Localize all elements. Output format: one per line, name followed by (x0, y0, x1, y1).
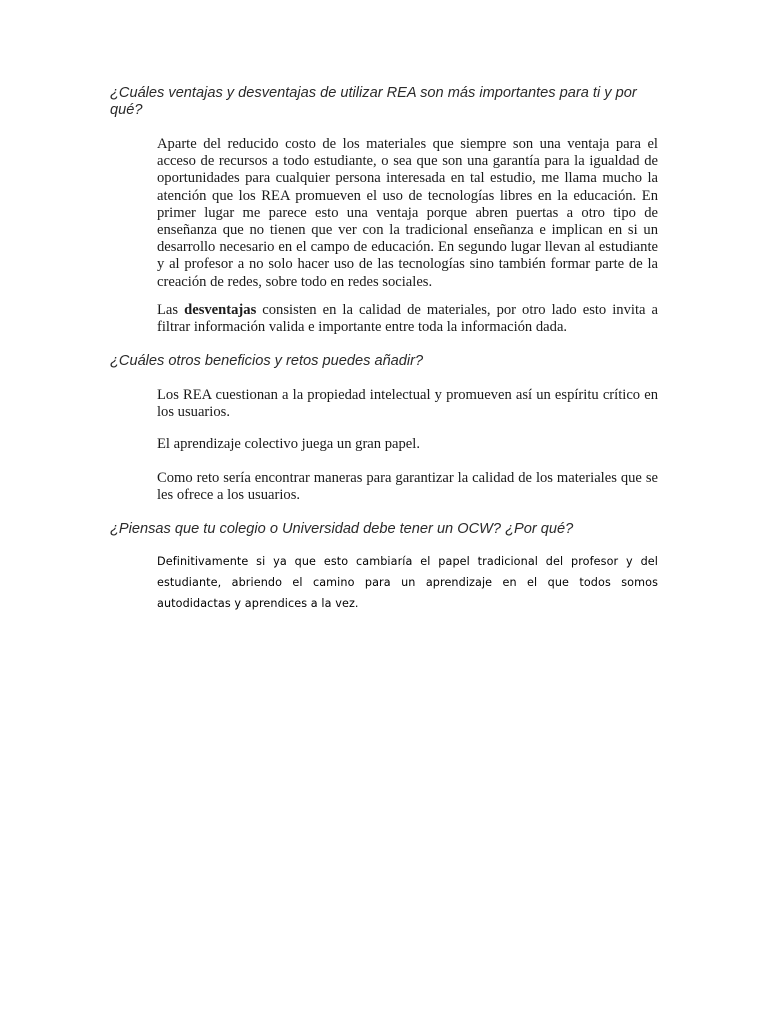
desventajas-prefix: Las (157, 302, 185, 318)
answer-aprendizaje-colectivo: El aprendizaje colectivo juega un gran papel. (157, 436, 420, 452)
question-ventajas-desventajas: ¿Cuáles ventajas y desventajas de utilizar REA son más importantes para ti y por qué? (110, 85, 637, 118)
question-beneficios-retos: ¿Cuáles otros beneficios y retos puedes añadir? (110, 353, 424, 369)
answer-ventajas: Aparte del reducido costo de los materiales que siempre son una ventaja para el acceso de recursos a todo estudiante, o sea que son una garantía para la igualdad de oportunidades para cualquier persona interesada en tal estudio, me llama mucho la atención que los REA promueven el uso de tecnologías libres en la educación. En primer lugar me parece esto una ventaja porque abren puertas a otro tipo de enseñanza que no tienen que ver con la tradicional enseñanza e implican en si un desarrollo necesario en el campo de educación. En segundo lugar llevan al estudiante y al profesor a no solo hacer uso de las tecnologías sino también formar parte de la creación de redes, sobre todo en redes sociales. (157, 136, 658, 290)
question-ocw: ¿Piensas que tu colegio o Universidad debe tener un OCW? ¿Por qué? (110, 521, 574, 537)
desventajas-bold-term: desventajas (184, 302, 257, 318)
answer-desventajas (157, 302, 658, 336)
answer-ocw: Definitivamente si ya que esto cambiaría el papel tradicional del profesor y del estudiante, abriendo el camino para un aprendizaje en el que todos somos autodidactas y aprendices a la vez. (157, 555, 658, 610)
answer-reto-calidad: Como reto sería encontrar maneras para garantizar la calidad de los materiales que se les ofrece a los usuarios. (157, 470, 658, 504)
desventajas-suffix: consisten en la calidad de materiales, por otro lado esto invita a filtrar información valida e importante entre toda la información dada. (157, 302, 658, 336)
answer-propiedad-intelectual: Los REA cuestionan a la propiedad intelectual y promueven así un espíritu crítico en los usuarios. (157, 387, 658, 421)
